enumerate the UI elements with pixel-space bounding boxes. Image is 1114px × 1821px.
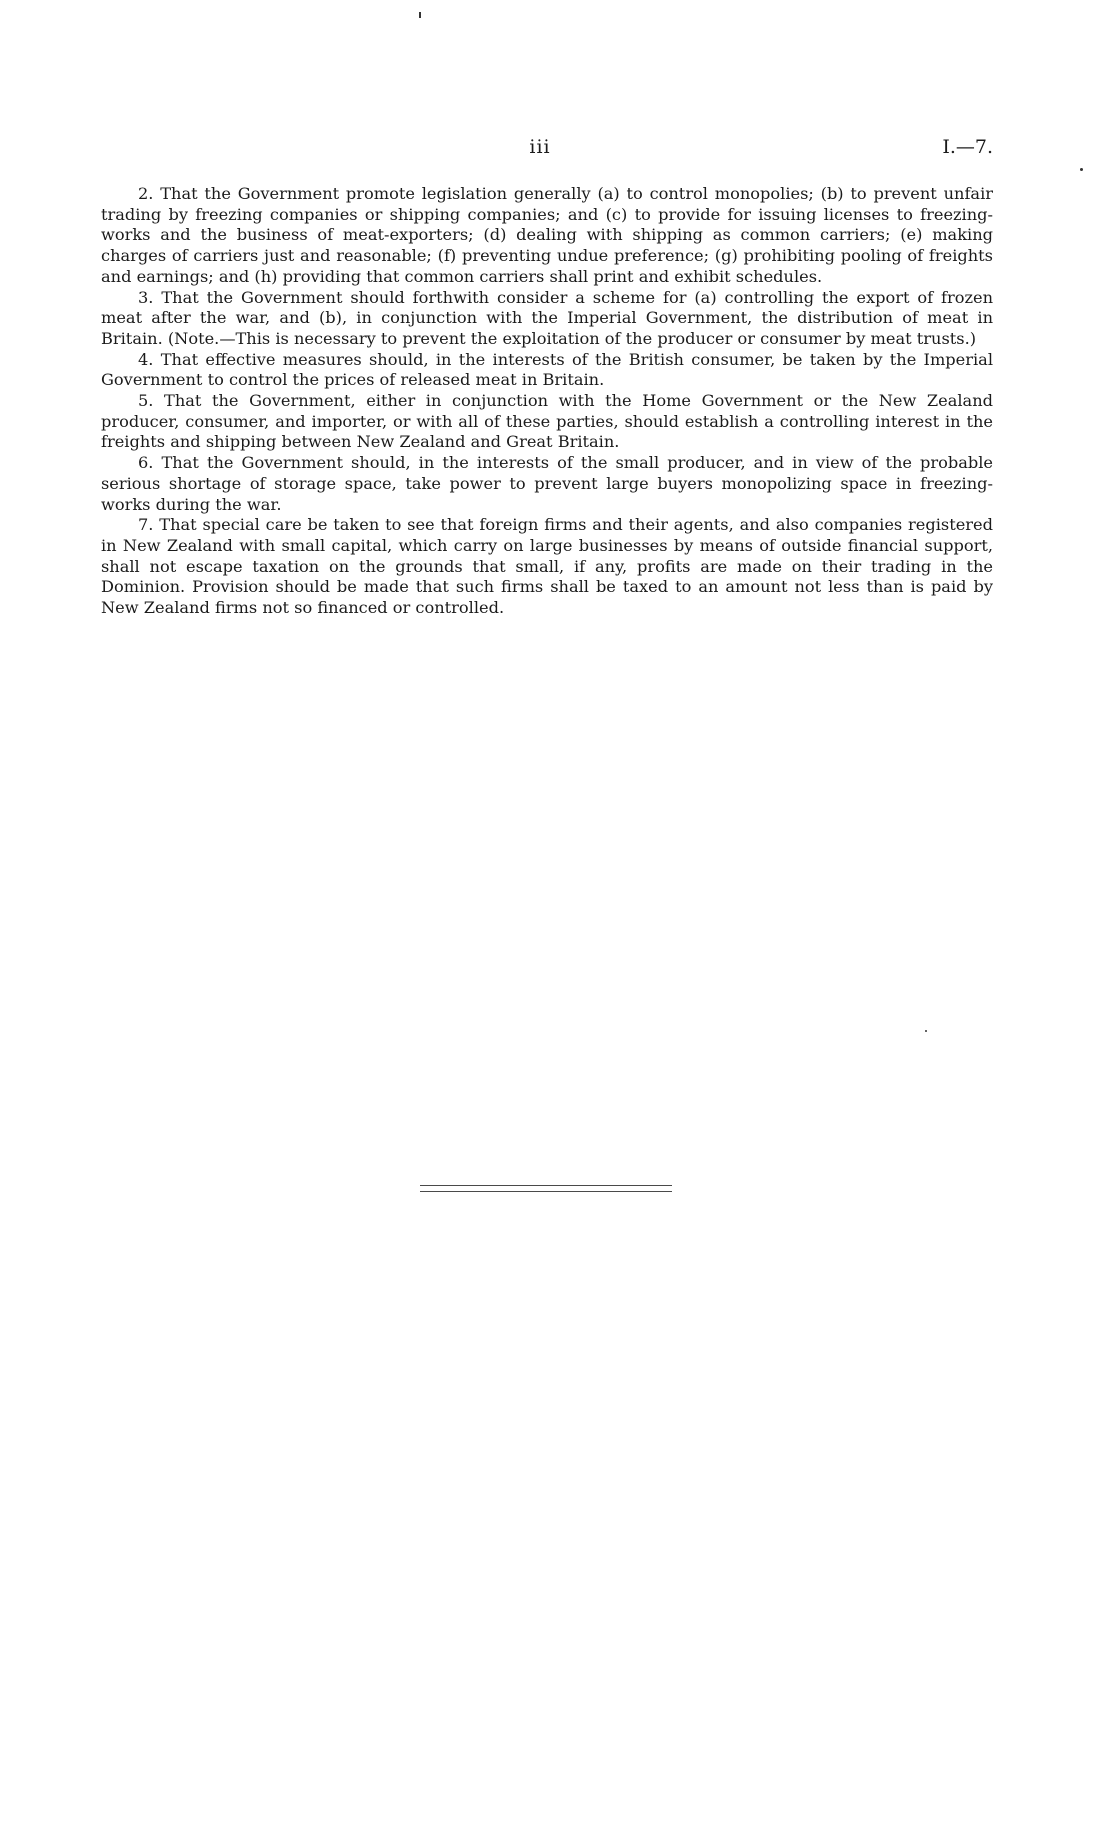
section-end-rule	[420, 1185, 672, 1192]
paragraph-5: 5. That the Government, either in conjunction with the Home Government or the New Zealand producer, consumer, and importer, or with all of these parties, should establish a controlling interest in the freights and shipping between New Zealand and Great Britain.	[101, 391, 993, 452]
paragraph-3: 3. That the Government should forthwith consider a scheme for (a) controlling the export of frozen meat after the war, and (b), in conjunction with the Imperial Government, the distribution of meat in Britain. (Note.—This is necessary to prevent the exploitation of the producer or consumer by meat trusts.)	[101, 287, 993, 348]
page-header	[100, 136, 993, 166]
scan-speck	[419, 12, 421, 18]
paragraph-2: 2. That the Government promote legislation generally (a) to control monopolies; (b) to prevent unfair trading by freezing companies or shipping companies; and (c) to provide for issuing licenses to freezing-works and the business of meat-exporters; (d) dealing with shipping as common carriers; (e) making charges of carriers just and reasonable; (f) preventing undue preference; (g) prohibiting pooling of freights and earnings; and (h) providing that common carriers shall print and exhibit schedules.	[101, 184, 993, 286]
page-number: iii	[529, 136, 551, 158]
paragraph-6: 6. That the Government should, in the interests of the small producer, and in view of the probable serious shortage of storage space, take power to prevent large buyers monopolizing space in freezing-works during the war.	[101, 453, 993, 514]
scan-speck	[925, 1030, 927, 1032]
paragraph-4: 4. That effective measures should, in the interests of the British consumer, be taken by the Imperial Government to control the prices of released meat in Britain.	[101, 349, 993, 390]
paragraph-7: 7. That special care be taken to see that foreign firms and their agents, and also companies registered in New Zealand with small capital, which carry on large businesses by means of outside financial support, shall not escape taxation on the grounds that small, if any, profits are made on their trading in the Dominion. Provision should be made that such firms shall be taxed to an amount not less than is paid by New Zealand firms not so financed or controlled.	[101, 515, 993, 618]
document-reference: I.—7.	[942, 136, 993, 158]
resolutions-text	[101, 184, 993, 619]
scan-speck	[1080, 168, 1083, 171]
